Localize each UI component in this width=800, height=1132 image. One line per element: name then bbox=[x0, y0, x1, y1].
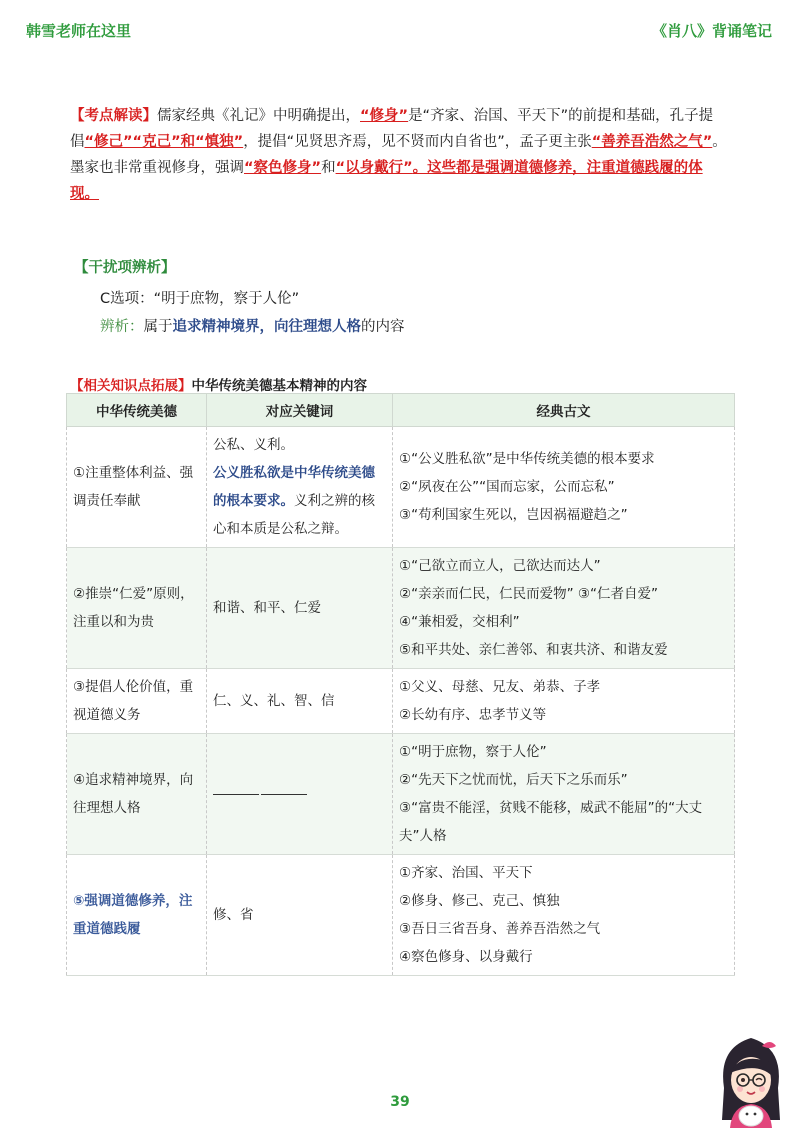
quote-line: ④察色修身、以身戴行 bbox=[399, 949, 533, 965]
teacher-avatar-illustration bbox=[710, 1028, 792, 1128]
keyword-cell: 修、省 bbox=[207, 855, 393, 976]
keyword-cell bbox=[207, 734, 393, 855]
virtue-cell: ①注重整体利益、强调责任奉献 bbox=[67, 427, 207, 548]
empty-dash bbox=[261, 794, 307, 795]
table-row bbox=[67, 855, 735, 976]
text-seg-5: 和 bbox=[321, 160, 336, 176]
table-row bbox=[67, 427, 735, 548]
emphasis-chase: “察色修身” bbox=[244, 160, 322, 176]
emphasis-xiushen: “修身” bbox=[360, 108, 409, 124]
classics-cell bbox=[393, 548, 735, 669]
quote-line: ②长幼有序、忠孝节义等 bbox=[399, 707, 547, 723]
quote-line: ③吾日三省吾身、善养吾浩然之气 bbox=[399, 921, 601, 937]
classics-cell bbox=[393, 734, 735, 855]
header-right-title: 《肖八》背诵笔记 bbox=[651, 22, 772, 40]
quote-line: ②“先天下之忧而忧，后天下之乐而乐” bbox=[399, 772, 628, 788]
keyword-emphasis: 公义胜私欲是中华传统美德的根本要求。 bbox=[213, 465, 375, 509]
distractor-title: 【干扰项辨析】 bbox=[74, 260, 176, 276]
classics-cell bbox=[393, 669, 735, 734]
table-header-row bbox=[67, 394, 735, 427]
text-seg-3: ，提倡“见贤思齐焉，见不贤而内自省也”，孟子更主张 bbox=[243, 134, 592, 150]
quote-line: ①“明于庶物，察于人伦” bbox=[399, 744, 547, 760]
quote-line: ①父义、母慈、兄友、弟恭、子孝 bbox=[399, 679, 601, 695]
classics-cell bbox=[393, 855, 735, 976]
keyword-cell: 和谐、和平、仁爱 bbox=[207, 548, 393, 669]
quote-line: ②修身、修己、克己、慎独 bbox=[399, 893, 560, 909]
keyword-cell bbox=[207, 427, 393, 548]
emphasis-xiuji: “修己”“克己”和“慎独” bbox=[84, 134, 244, 150]
keyword-cell: 仁、义、礼、智、信 bbox=[207, 669, 393, 734]
analysis-pre: 属于 bbox=[143, 319, 173, 335]
text-seg-2: 是“齐家、治国、平天下”的前提和基础，孔子提倡 bbox=[70, 108, 714, 150]
exam-point-paragraph bbox=[70, 103, 730, 207]
emphasis-haoran: “善养吾浩然之气” bbox=[591, 134, 713, 150]
quote-line: ①“公义胜私欲”是中华传统美德的根本要求 bbox=[399, 451, 655, 467]
quote-line: ④“兼相爱，交相利” bbox=[399, 614, 520, 630]
table-title-tag: 【相关知识点拓展】 bbox=[70, 378, 192, 394]
quote-line: ③“苟利国家生死以，岂因祸福避趋之” bbox=[399, 507, 628, 523]
option-text: “明于庶物，察于人伦” bbox=[153, 291, 300, 307]
table-row bbox=[67, 669, 735, 734]
virtue-cell: ③提倡人伦价值，重视道德义务 bbox=[67, 669, 207, 734]
virtue-cell: ⑤强调道德修养，注重道德践履 bbox=[67, 855, 207, 976]
text-seg-4: 。墨家也非常重视修身，强调 bbox=[70, 134, 727, 176]
quote-line: ②“夙夜在公”“国而忘家，公而忘私” bbox=[399, 479, 615, 495]
table-row bbox=[67, 548, 735, 669]
header-virtue: 中华传统美德 bbox=[67, 394, 207, 427]
virtues-table bbox=[66, 393, 735, 976]
option-label: C选项： bbox=[100, 291, 154, 307]
quote-line: ⑤和平共处、亲仁善邻、和衷共济、和谐友爱 bbox=[399, 642, 668, 658]
text-seg-1: 儒家经典《礼记》中明确提出， bbox=[157, 108, 360, 124]
classics-cell bbox=[393, 427, 735, 548]
exam-point-tag: 【考点解读】 bbox=[70, 108, 157, 124]
table-title bbox=[70, 374, 367, 394]
header-classics: 经典古文 bbox=[393, 394, 735, 427]
option-line bbox=[100, 287, 299, 308]
table-title-text: 中华传统美德基本精神的内容 bbox=[191, 378, 367, 394]
analysis-post: 的内容 bbox=[361, 319, 405, 335]
emphasis-yishen: “以身戴行” bbox=[335, 160, 413, 176]
empty-dash bbox=[213, 794, 259, 795]
quote-line: ③“富贵不能淫，贫贱不能移，威武不能屈”的“大丈夫”人格 bbox=[399, 800, 703, 844]
header-keyword: 对应关键词 bbox=[207, 394, 393, 427]
keyword-post: 义利之辨的核心和本质是公私之辩。 bbox=[213, 493, 375, 537]
header-left-title: 韩雪老师在这里 bbox=[26, 22, 132, 40]
analysis-emphasis: 追求精神境界，向往理想人格 bbox=[172, 319, 361, 335]
analysis-label: 辨析： bbox=[100, 319, 144, 335]
table-row bbox=[67, 734, 735, 855]
quote-line: ①齐家、治国、平天下 bbox=[399, 865, 533, 881]
page-number: 39 bbox=[390, 1094, 410, 1110]
distractor-analysis-line bbox=[100, 315, 405, 336]
virtue-cell: ④追求精神境界，向往理想人格 bbox=[67, 734, 207, 855]
quote-line: ①“己欲立而立人，己欲达而达人” bbox=[399, 558, 601, 574]
virtue-cell: ②推崇“仁爱”原则，注重以和为贵 bbox=[67, 548, 207, 669]
quote-line: ②“亲亲而仁民，仁民而爱物” ③“仁者自爱” bbox=[399, 586, 658, 602]
keyword-pre: 公私、义利。 bbox=[213, 437, 294, 453]
emphasis-conclusion: 。这些都是强调道德修养，注重道德践履的体现。 bbox=[70, 160, 703, 202]
